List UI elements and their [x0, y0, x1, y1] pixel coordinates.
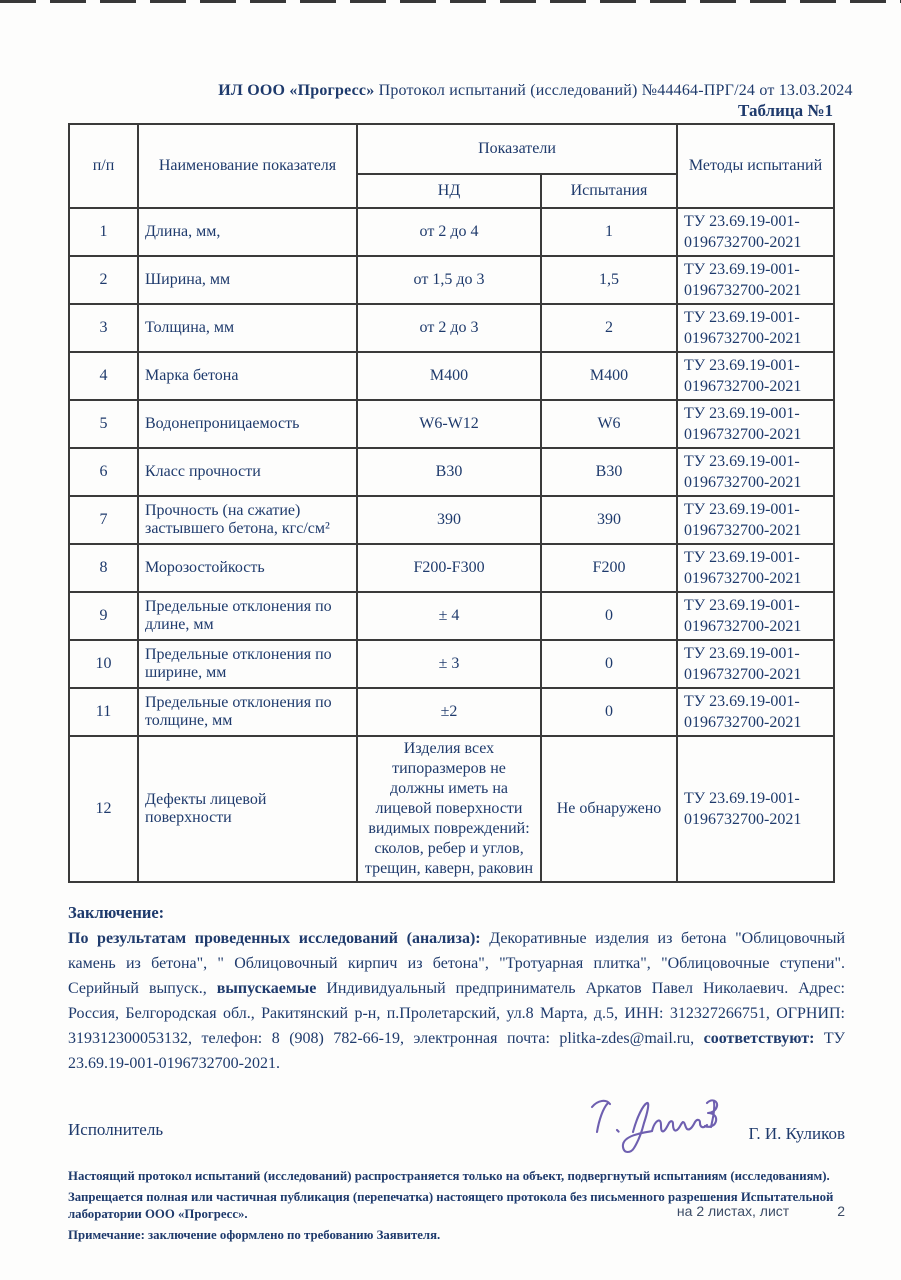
col-header-test: Испытания: [541, 174, 677, 208]
conclusion-standard: ТУ 23.69.19-001-0196732700-2021.: [68, 1030, 845, 1072]
test-value: 0: [541, 592, 677, 640]
row-number: 4: [69, 352, 138, 400]
table-row: [69, 352, 834, 400]
test-value: W6: [541, 400, 677, 448]
nd-value: В30: [357, 448, 541, 496]
indicator-name: Прочность (на сжатие) застывшего бетона, кгс/см²: [138, 496, 357, 544]
executor-label: Исполнитель: [68, 1120, 164, 1139]
table-title: Таблица №1: [738, 101, 833, 120]
indicator-name: Предельные отклонения по толщине, мм: [138, 688, 357, 736]
conclusion-heading: Заключение:: [68, 903, 165, 922]
table-row: [69, 400, 834, 448]
table-row: [69, 448, 834, 496]
signature-ink-icon: [583, 1090, 743, 1162]
method-value: ТУ 23.69.19-001-0196732700-2021: [677, 448, 834, 496]
method-value: ТУ 23.69.19-001-0196732700-2021: [677, 304, 834, 352]
lab-name: ИЛ ООО «Прогресс»: [218, 82, 375, 99]
conclusion-produced-label: выпускаемые: [216, 980, 327, 997]
indicator-name: Ширина, мм: [138, 256, 357, 304]
executor-name: Г. И. Куликов: [748, 1124, 845, 1143]
signature-block: [68, 1102, 845, 1160]
col-header-indicators: Показатели: [357, 124, 677, 174]
indicator-name: Длина, мм,: [138, 208, 357, 256]
nd-value: Изделия всех типоразмеров не должны иметь на лицевой поверхности видимых повреждений: сколов, ребер и углов, трещин, каверн, раковин: [357, 736, 541, 882]
disclaimer-line-2: Запрещается полная или частичная публикация (перепечатка) настоящего протокола без письменного разрешения Испытательной лаборатории ООО «Прогресс».: [68, 1189, 834, 1221]
row-number: 12: [69, 736, 138, 882]
nd-value: от 2 до 4: [357, 208, 541, 256]
test-value: 0: [541, 688, 677, 736]
test-value: F200: [541, 544, 677, 592]
method-value: ТУ 23.69.19-001-0196732700-2021: [677, 544, 834, 592]
indicator-name: Предельные отклонения по длине, мм: [138, 592, 357, 640]
indicator-name: Водонепроницаемость: [138, 400, 357, 448]
nd-value: от 1,5 до 3: [357, 256, 541, 304]
col-header-name: Наименование показателя: [138, 124, 357, 208]
disclaimer-line-3: Примечание: заключение оформлено по требованию Заявителя.: [68, 1227, 441, 1242]
nd-value: 390: [357, 496, 541, 544]
test-value: М400: [541, 352, 677, 400]
sheets-label: на 2 листах, лист: [676, 1203, 790, 1219]
indicator-name: Класс прочности: [138, 448, 357, 496]
method-value: ТУ 23.69.19-001-0196732700-2021: [677, 352, 834, 400]
test-value: Не обнаружено: [541, 736, 677, 882]
conclusion-paragraph: [68, 926, 845, 1076]
indicator-name: Предельные отклонения по ширине, мм: [138, 640, 357, 688]
test-value: 0: [541, 640, 677, 688]
row-number: 1: [69, 208, 138, 256]
method-value: ТУ 23.69.19-001-0196732700-2021: [677, 640, 834, 688]
conclusion-manufacturer: Индивидуальный предприниматель Аркатов Павел Николаевич. Адрес: Россия, Белгородская обл., Ракитянский р-н, п.Пролетарский, ул.8 Марта, д.5, ИНН: 312327266751, ОГРНИП: 319312300053132, телефон: 8 (908) 782-66-19, электронная почта: plitka-zdes@mail.ru,: [68, 980, 845, 1047]
conclusion-products: Декоративные изделия из бетона "Облицовочный камень из бетона", " Облицовочный кирпич из бетона", "Тротуарная плитка", "Облицовочные ступени". Серийный выпуск.,: [68, 930, 846, 997]
method-value: ТУ 23.69.19-001-0196732700-2021: [677, 496, 834, 544]
table-row: [69, 496, 834, 544]
row-number: 9: [69, 592, 138, 640]
table-row: [69, 688, 834, 736]
col-header-methods: Методы испытаний: [677, 124, 834, 208]
test-value: 1,5: [541, 256, 677, 304]
test-value: 1: [541, 208, 677, 256]
nd-value: М400: [357, 352, 541, 400]
table-row: [69, 736, 834, 882]
table-row: [69, 304, 834, 352]
row-number: 6: [69, 448, 138, 496]
nd-value: ± 4: [357, 592, 541, 640]
method-value: ТУ 23.69.19-001-0196732700-2021: [677, 208, 834, 256]
method-value: ТУ 23.69.19-001-0196732700-2021: [677, 736, 834, 882]
row-number: 2: [69, 256, 138, 304]
indicator-name: Толщина, мм: [138, 304, 357, 352]
nd-value: ±2: [357, 688, 541, 736]
conclusion-lead: По результатам проведенных исследований (анализа):: [68, 930, 490, 947]
page-footer: [0, 1203, 845, 1219]
table-row: [69, 208, 834, 256]
indicator-name: Марка бетона: [138, 352, 357, 400]
method-value: ТУ 23.69.19-001-0196732700-2021: [677, 400, 834, 448]
method-value: ТУ 23.69.19-001-0196732700-2021: [677, 256, 834, 304]
page-number: 2: [837, 1203, 845, 1219]
handwritten-signature: [583, 1090, 743, 1167]
disclaimer-line-1: Настоящий протокол испытаний (исследований) распространяется только на объект, подвергнутый испытаниям (исследованиям).: [68, 1169, 830, 1183]
row-number: 3: [69, 304, 138, 352]
results-table: [68, 123, 835, 883]
row-number: 8: [69, 544, 138, 592]
test-value: 390: [541, 496, 677, 544]
document-header: [40, 82, 861, 100]
method-value: ТУ 23.69.19-001-0196732700-2021: [677, 688, 834, 736]
row-number: 7: [69, 496, 138, 544]
test-value: 2: [541, 304, 677, 352]
nd-value: от 2 до 3: [357, 304, 541, 352]
scan-edge-artifact: [0, 0, 901, 3]
row-number: 11: [69, 688, 138, 736]
conclusion-conform-label: соответствуют:: [703, 1030, 824, 1047]
table-row: [69, 256, 834, 304]
table-row: [69, 640, 834, 688]
test-value: В30: [541, 448, 677, 496]
nd-value: ± 3: [357, 640, 541, 688]
conclusion-section: [68, 900, 845, 1076]
table-row: [69, 592, 834, 640]
indicator-name: Морозостойкость: [138, 544, 357, 592]
row-number: 10: [69, 640, 138, 688]
table-row: [69, 544, 834, 592]
indicator-name: Дефекты лицевой поверхности: [138, 736, 357, 882]
row-number: 5: [69, 400, 138, 448]
nd-value: W6-W12: [357, 400, 541, 448]
method-value: ТУ 23.69.19-001-0196732700-2021: [677, 592, 834, 640]
col-header-num: п/п: [69, 124, 138, 208]
protocol-number: Протокол испытаний (исследований) №44464-ПРГ/24 от 13.03.2024: [374, 82, 853, 99]
col-header-nd: НД: [357, 174, 541, 208]
nd-value: F200-F300: [357, 544, 541, 592]
